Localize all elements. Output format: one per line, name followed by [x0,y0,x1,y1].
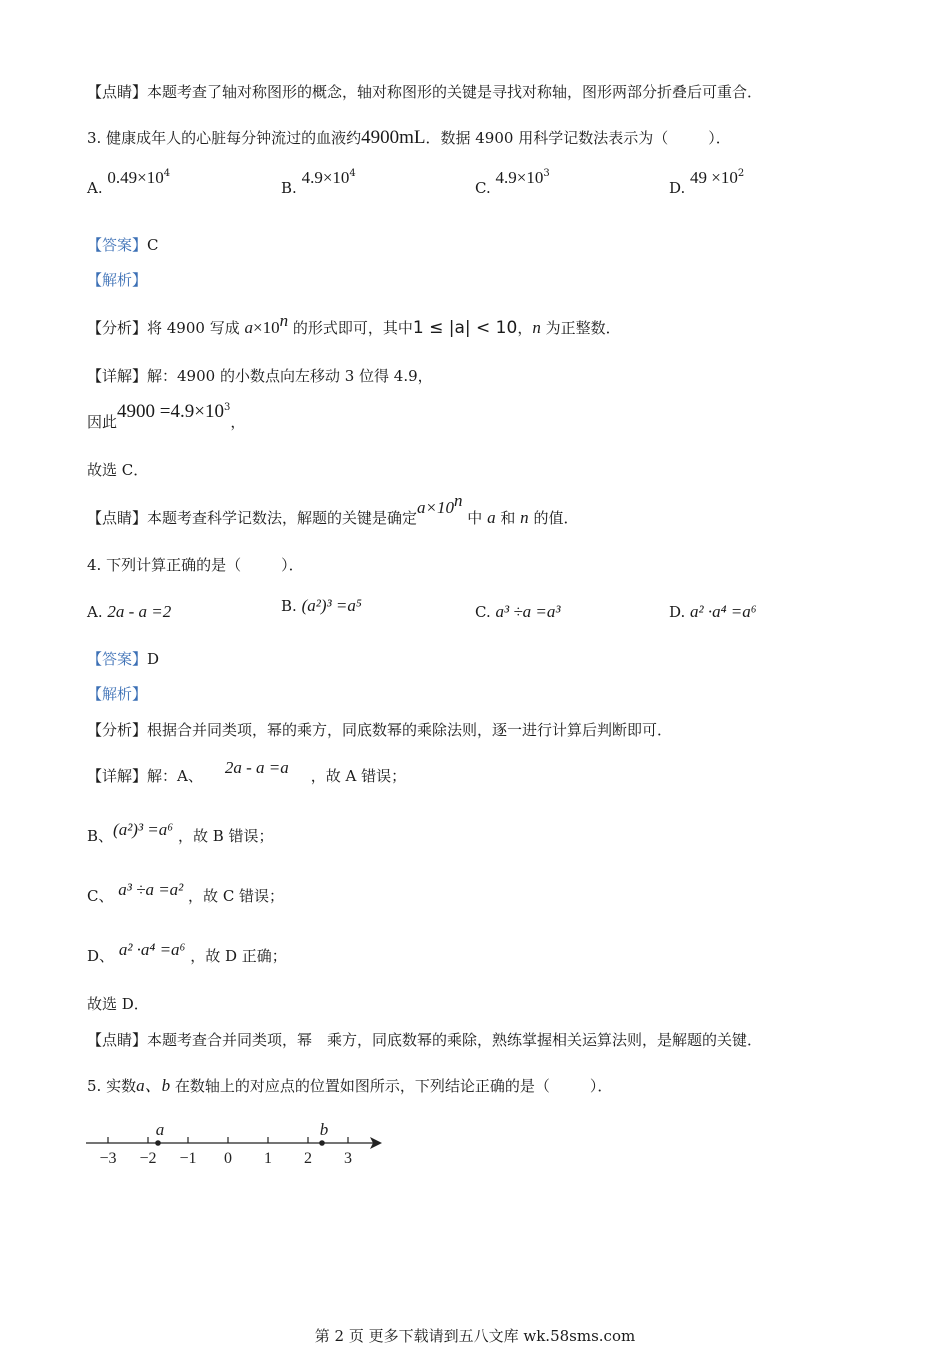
number-line-tick-label: −2 [139,1150,157,1167]
q3-answer: 【答案】C [87,236,159,254]
q3-guxuan: 故选 C． [87,461,149,479]
q5-stem: 5. 实数a、b 在数轴上的对应点的位置如图所示，下列结论正确的是（ ）． [87,1076,613,1095]
q3-option-b[interactable]: B. $4.9\times 10^4$ [281,168,356,197]
number-line-point-b [319,1140,325,1146]
q3-fenxi: 【分析】将 4900 写成 $a\times 10^n$ 的形式即可，其中1 ≤ |a| < 10，n 为正整数． [87,311,621,338]
q3-yinci: 因此$4900 =4.9\times 10^3$， [87,401,246,431]
number-line-tick-label: 0 [224,1150,232,1167]
q4-option-b[interactable]: B. (a²)³ =a⁵ [281,596,362,615]
page-footer: 第 2 页 更多下载请到五八文库 wk.58sms.com [314,1327,636,1345]
q4-option-d[interactable]: D. a² ·a⁴ =a⁶ [669,602,757,621]
number-line-point-a [155,1140,161,1146]
q3-analysis-tag: 【解析】 [87,271,148,289]
q4-option-c[interactable]: C. a³ ÷a =a³ [475,602,561,621]
number-line-point-a-label: a [155,1120,165,1139]
q4-dianjing: 【点睛】本题考查合并同类项，幂 乘方，同底数幂的乘除，熟练掌握相关运算法则，是解题的关键． [87,1031,763,1049]
q4-answer: 【答案】D [87,650,160,668]
number-line [80,1115,400,1175]
number-line-tick-label: 2 [304,1150,312,1167]
q4-guxuan: 故选 D． [87,995,149,1013]
q4-xiangjie-d: D、 a² ·a⁴ =a⁶ ，故 D 正确； [87,940,287,965]
q4-xiangjie-a: 【详解】解：A、 2a - a =a ，故 A 错误； [87,758,407,785]
q4-xiangjie-b: B、(a²)³ =a⁶ ，故 B 错误； [87,820,274,845]
q4-option-a[interactable]: A. 2a - a =2 [87,602,172,621]
number-line-tick-label: 3 [344,1150,352,1167]
number-line-tick-label: −1 [179,1150,197,1167]
q3-xiangjie: 【详解】解：4900 的小数点向左移动 3 位得 4.9， [87,367,433,385]
q3-stem: 3. 健康成年人的心脏每分钟流过的血液约4900mL．数据 4900 用科学记数法表示为（ ）． [87,127,731,148]
prev-dianjing: 【点睛】本题考查了轴对称图形的概念，轴对称图形的关键是寻找对称轴，图形两部分折叠后可重合． [87,83,763,101]
q3-option-c[interactable]: C. $4.9\times 10^3$ [475,168,550,197]
q4-xiangjie-c: C、 a³ ÷a =a² ，故 C 错误； [87,880,285,905]
q3-dianjing: 【点睛】本题考查科学记数法，解题的关键是确定$a\times 10^n$ 中 a 和 n 的值． [87,491,579,527]
number-line-point-b-label: b [319,1120,329,1139]
q4-fenxi: 【分析】根据合并同类项，幂的乘方，同底数幂的乘除法则，逐一进行计算后判断即可． [87,721,673,739]
number-line-tick-label: −3 [99,1150,117,1167]
q4-analysis-tag: 【解析】 [87,685,148,703]
q3-option-a[interactable]: A. $0.49\times 10^4$ [87,168,171,197]
q3-option-d[interactable]: D. $49 \times 10^2$ [669,168,745,197]
number-line-tick-label: 1 [264,1150,272,1167]
q4-stem: 4. 下列计算正确的是（ ）． [87,556,304,574]
